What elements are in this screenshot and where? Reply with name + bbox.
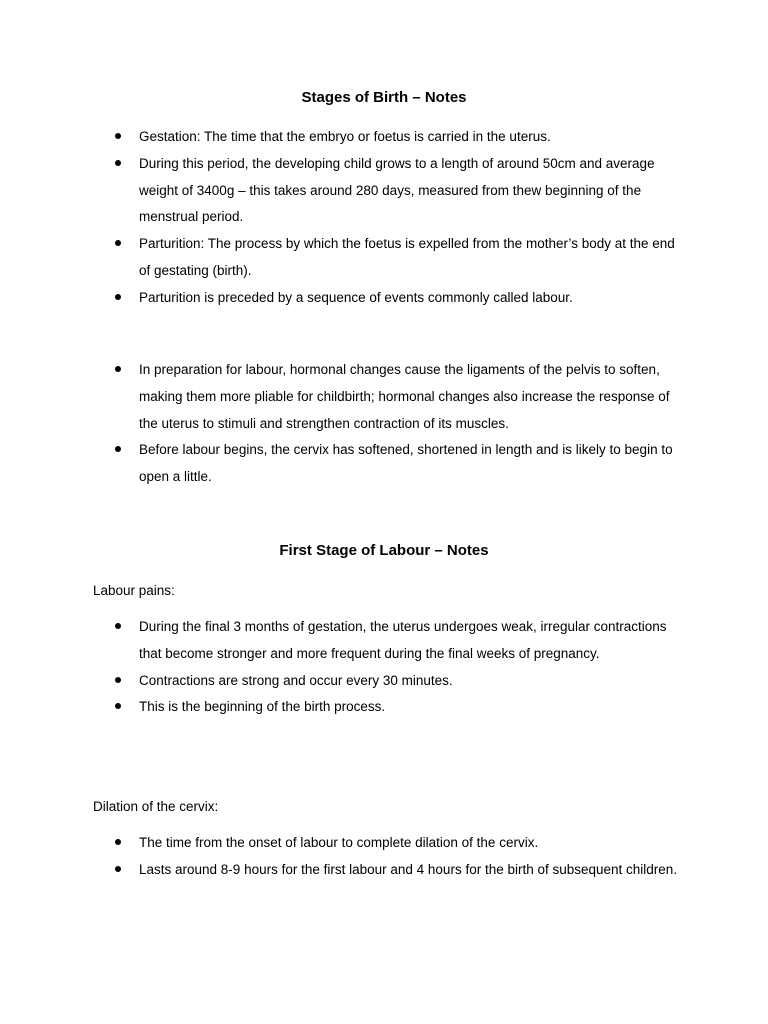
list-item-text: Gestation: The time that the embryo or foetus is carried in the uterus. (139, 129, 551, 144)
list-item (0, 231, 679, 285)
list-item-text: This is the beginning of the birth process. (139, 699, 386, 715)
list-item (0, 437, 679, 491)
bullet-icon (115, 703, 121, 709)
list-item-text: The time from the onset of labour to complete dilation of the cervix. (139, 835, 539, 850)
bullet-list-preparation (0, 357, 768, 491)
list-item (0, 830, 679, 857)
bullet-list-dilation (0, 830, 768, 884)
list-item (0, 614, 679, 668)
subheading-dilation: Dilation of the cervix: (93, 799, 219, 814)
bullet-list-labour-pains (0, 614, 768, 721)
bullet-icon (115, 366, 121, 372)
list-item-text: Lasts around 8-9 hours for the first labour and 4 hours for the birth of subsequent children. (139, 861, 678, 877)
bullet-icon (115, 160, 121, 166)
bullet-icon (115, 240, 121, 246)
bullet-icon (115, 839, 121, 845)
list-item (0, 151, 679, 231)
bullet-icon (115, 677, 121, 683)
list-item (0, 285, 679, 312)
list-item-text: Before labour begins, the cervix has softened, shortened in length and is likely to begin to open a little. (139, 442, 673, 485)
subheading-labour-pains: Labour pains: (93, 583, 175, 598)
list-item-text: During this period, the developing child grows to a length of around 50cm and average weight of 3400g – this takes around 280 days, measured from thew beginning of the menstrual period. (139, 155, 655, 225)
bullet-icon (115, 623, 121, 629)
list-item (0, 357, 679, 437)
list-item-text: Parturition: The process by which the foetus is expelled from the mother’s body at the end of gestating (birth). (139, 236, 675, 278)
list-item (0, 124, 679, 151)
bullet-icon (115, 133, 121, 139)
list-item-text: During the final 3 months of gestation, the uterus undergoes weak, irregular contractions that become stronger and more frequent during the final weeks of pregnancy. (139, 619, 667, 661)
bullet-icon (115, 866, 121, 872)
list-item (0, 694, 679, 721)
list-item-text: In preparation for labour, hormonal changes cause the ligaments of the pelvis to soften, making them more pliable for childbirth; hormonal changes also increase the response of the uterus to stimuli and strengthen contraction of its muscles. (139, 362, 670, 431)
section-title-stages-of-birth: Stages of Birth – Notes (301, 89, 467, 106)
bullet-icon (115, 294, 121, 300)
bullet-list-gestation (0, 124, 768, 312)
list-item-text: Contractions are strong and occur every 30 minutes. (139, 672, 453, 688)
section-title-first-stage: First Stage of Labour – Notes (279, 542, 489, 559)
list-item (0, 668, 679, 695)
bullet-icon (115, 446, 121, 452)
list-item-text: Parturition is preceded by a sequence of events commonly called labour. (139, 289, 573, 305)
list-item (0, 857, 679, 884)
